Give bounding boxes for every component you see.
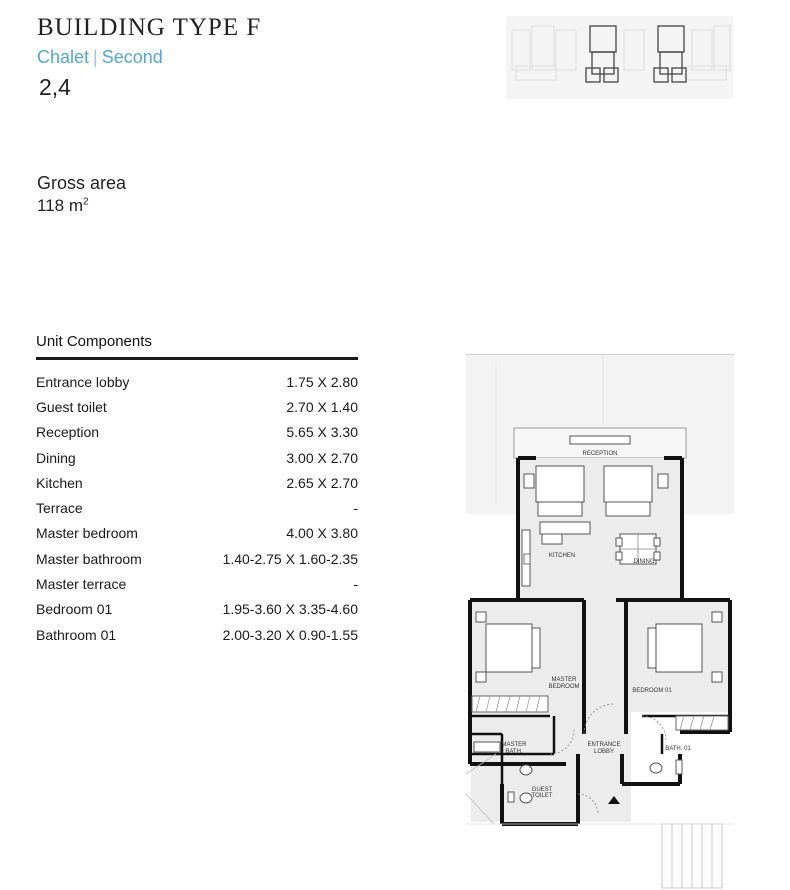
label-guest-toilet-1: GUEST <box>531 787 553 793</box>
gross-area-label: Gross area <box>37 173 127 193</box>
page-title: BUILDING TYPE F <box>37 14 262 41</box>
gross-area-unit-exponent: 2 <box>83 196 89 208</box>
subtitle-type: Chalet <box>37 47 90 67</box>
label-reception: RECEPTION <box>582 451 618 457</box>
component-name: Master bathroom <box>36 550 142 567</box>
component-dimensions: 2.70 X 1.40 <box>286 398 358 415</box>
component-row <box>36 546 358 571</box>
unit-components-title: Unit Components <box>36 333 152 350</box>
unit-subtitle <box>37 47 163 68</box>
label-bath-01: BATH. 01 <box>665 746 691 752</box>
component-name: Kitchen <box>36 474 83 491</box>
component-dimensions: 2.65 X 2.70 <box>286 474 358 491</box>
unit-components-rule <box>36 357 358 360</box>
gross-area-unit: m <box>68 196 84 215</box>
unit-components-table <box>36 369 358 647</box>
unit-numbers: 2,4 <box>39 74 71 100</box>
subtitle-separator: | <box>93 47 98 67</box>
component-name: Bathroom 01 <box>36 626 117 643</box>
component-dimensions: 5.65 X 3.30 <box>286 424 358 441</box>
component-dimensions: 2.00-3.20 X 0.90-1.55 <box>222 626 358 643</box>
component-name: Bedroom 01 <box>36 601 113 618</box>
component-name: Entrance lobby <box>36 373 130 390</box>
component-row <box>36 369 358 394</box>
component-dimensions: - <box>353 576 358 593</box>
component-dimensions: 1.75 X 2.80 <box>286 373 358 390</box>
component-row <box>36 394 358 419</box>
component-name: Dining <box>36 449 76 466</box>
gross-area-number: 118 <box>37 196 65 215</box>
component-row <box>36 622 358 647</box>
component-row <box>36 445 358 470</box>
component-dimensions: 4.00 X 3.80 <box>286 525 358 542</box>
label-dining: DINING <box>633 559 655 565</box>
component-dimensions: 1.40-2.75 X 1.60-2.35 <box>222 550 358 567</box>
component-dimensions: 3.00 X 2.70 <box>286 449 358 466</box>
label-entrance-lobby-1: ENTRANCE <box>587 742 621 748</box>
component-name: Guest toilet <box>36 398 107 415</box>
label-master-bedroom-2: BEDROOM <box>548 684 580 690</box>
component-name: Terrace <box>36 500 83 517</box>
component-dimensions: - <box>353 500 358 517</box>
building-key-plan <box>506 16 733 99</box>
gross-area-value <box>37 196 89 216</box>
component-row <box>36 420 358 445</box>
label-bedroom-01: BEDROOM 01 <box>632 688 672 694</box>
label-kitchen: KITCHEN <box>548 553 576 559</box>
label-entrance-lobby-2: LOBBY <box>593 749 615 755</box>
component-name: Master terrace <box>36 576 127 593</box>
component-name: Master bedroom <box>36 525 138 542</box>
label-master-bath-1: MASTER <box>501 742 527 748</box>
component-row <box>36 597 358 622</box>
label-guest-toilet-2: TOILET <box>531 793 553 799</box>
label-master-bath-2: BATH. <box>505 749 523 755</box>
component-dimensions: 1.95-3.60 X 3.35-4.60 <box>222 601 358 618</box>
component-name: Reception <box>36 424 100 441</box>
label-master-bedroom-1: MASTER <box>551 677 577 683</box>
subtitle-floor: Second <box>101 47 163 67</box>
component-row <box>36 495 358 520</box>
component-row <box>36 470 358 495</box>
floor-plan <box>466 354 734 890</box>
component-row <box>36 571 358 596</box>
component-row <box>36 521 358 546</box>
